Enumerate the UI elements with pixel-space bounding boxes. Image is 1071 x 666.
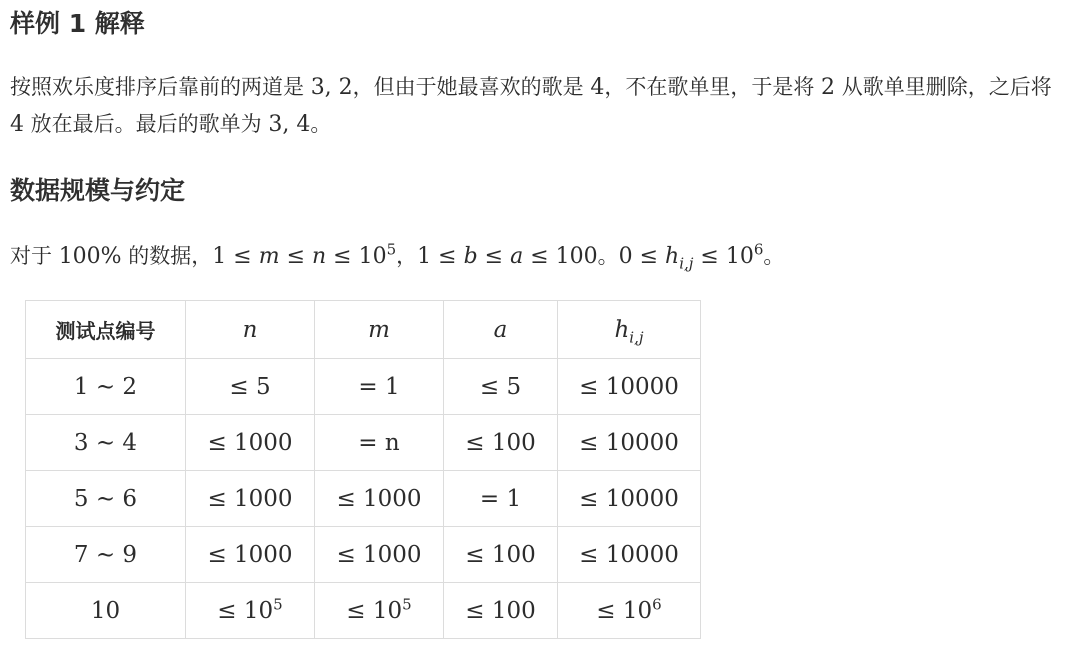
math-part: ≤ 10 bbox=[693, 244, 754, 269]
cell-exponent: 6 bbox=[652, 594, 662, 613]
table-cell: ≤ 100 bbox=[444, 527, 558, 583]
header-a: a bbox=[444, 301, 558, 359]
explain-text: 按照欢乐度排序后靠前的两道是 bbox=[10, 75, 311, 99]
math-var-m: m bbox=[258, 244, 280, 269]
header-h: $h_{i,j}$ bbox=[558, 301, 701, 359]
math-exponent: 5 bbox=[386, 240, 397, 259]
table-row bbox=[26, 527, 701, 583]
math-var-a: a bbox=[510, 244, 524, 269]
table-cell: = n bbox=[315, 415, 444, 471]
table-cell: 1 ∼ 2 bbox=[26, 359, 186, 415]
constraint-text: 的数据， bbox=[121, 244, 213, 268]
table-cell: 3 ∼ 4 bbox=[26, 415, 186, 471]
table-row bbox=[26, 583, 701, 639]
table-cell: = 1 bbox=[444, 471, 558, 527]
table-row bbox=[26, 415, 701, 471]
table-cell: ≤ 1000 bbox=[315, 527, 444, 583]
math-part: 1 ≤ bbox=[212, 244, 259, 269]
math-var-b: b bbox=[463, 244, 478, 269]
table-cell: 5 ∼ 6 bbox=[26, 471, 186, 527]
math-exponent: 6 bbox=[753, 240, 764, 259]
math-var-h: h bbox=[665, 244, 680, 269]
constraint-math bbox=[618, 240, 764, 273]
table-cell: ≤ 100 bbox=[444, 583, 558, 639]
explain-math: 3, 4 bbox=[268, 112, 311, 137]
table-row bbox=[26, 359, 701, 415]
sample-explanation-paragraph bbox=[10, 69, 1070, 143]
cell-exponent: 5 bbox=[273, 594, 283, 613]
explain-math: 2 bbox=[821, 75, 836, 100]
explain-text: 。 bbox=[310, 112, 332, 136]
table-cell: ≤ 5 bbox=[444, 359, 558, 415]
table-cell: ≤ 100 bbox=[444, 415, 558, 471]
header-m: m bbox=[315, 301, 444, 359]
sample-explanation-heading: 样例 1 解释 bbox=[10, 9, 145, 38]
table-cell: ≤ $10^5$ bbox=[315, 583, 444, 639]
table-header-row bbox=[26, 301, 701, 359]
table-cell: ≤ 10000 bbox=[558, 359, 701, 415]
constraint-math bbox=[417, 244, 597, 269]
table-cell: ≤ $10^6$ bbox=[558, 583, 701, 639]
table-cell: ≤ 1000 bbox=[186, 415, 315, 471]
constraints-paragraph bbox=[10, 238, 1070, 275]
constraint-text: 。 bbox=[597, 244, 619, 268]
explain-text: 从歌单里删除，之后将 bbox=[835, 75, 1052, 99]
table-cell: ≤ 5 bbox=[186, 359, 315, 415]
constraint-math bbox=[212, 240, 397, 269]
constraint-text: 对于 bbox=[10, 244, 59, 268]
math-part: 0 ≤ bbox=[618, 244, 666, 269]
table-cell: ≤ $10^5$ bbox=[186, 583, 315, 639]
subtask-table bbox=[25, 300, 701, 639]
header-test-id: 测试点编号 bbox=[26, 301, 186, 359]
table-cell: = 1 bbox=[315, 359, 444, 415]
table-cell: ≤ 1000 bbox=[186, 471, 315, 527]
table-cell: ≤ 10000 bbox=[558, 471, 701, 527]
math-subscript: i,j bbox=[679, 254, 694, 273]
table-cell: ≤ 1000 bbox=[186, 527, 315, 583]
math-part: ≤ 10 bbox=[326, 244, 387, 269]
explain-math: 3, 2 bbox=[310, 75, 353, 100]
explain-text: ，但由于她最喜欢的歌是 bbox=[352, 75, 591, 99]
data-constraints-heading: 数据规模与约定 bbox=[10, 176, 186, 205]
table-row bbox=[26, 471, 701, 527]
explain-text: ，不在歌单里，于是将 bbox=[604, 75, 822, 99]
cell-exponent: 5 bbox=[402, 594, 412, 613]
table-cell: ≤ 10000 bbox=[558, 527, 701, 583]
header-n: n bbox=[186, 301, 315, 359]
constraint-text: ， bbox=[396, 244, 418, 268]
table-cell: 10 bbox=[26, 583, 186, 639]
table-cell: ≤ 1000 bbox=[315, 471, 444, 527]
math-part: ≤ bbox=[279, 244, 312, 269]
constraint-math: 100% bbox=[58, 244, 122, 269]
explain-math: 4 bbox=[10, 112, 24, 137]
constraint-text: 。 bbox=[763, 244, 785, 268]
math-part: 1 ≤ bbox=[417, 244, 464, 269]
explain-text: 放在最后。最后的歌单为 bbox=[24, 112, 269, 136]
math-part: ≤ 100 bbox=[523, 244, 598, 269]
math-part: ≤ bbox=[477, 244, 511, 269]
math-var-n: n bbox=[312, 244, 327, 269]
table-cell: 7 ∼ 9 bbox=[26, 527, 186, 583]
table-cell: ≤ 10000 bbox=[558, 415, 701, 471]
explain-math: 4 bbox=[590, 75, 605, 100]
